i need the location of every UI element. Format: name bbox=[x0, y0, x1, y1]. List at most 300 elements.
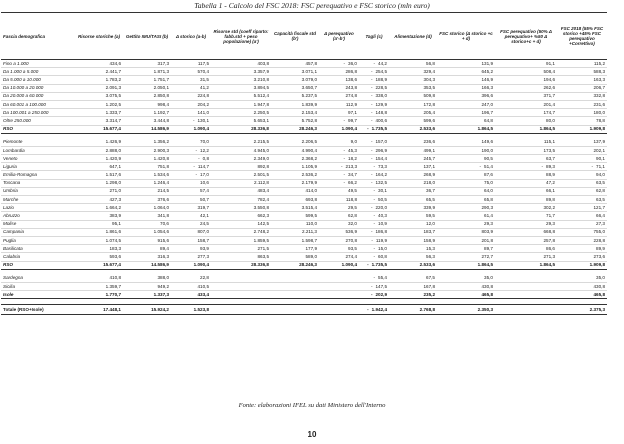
table-cell: 236,6 bbox=[389, 139, 437, 147]
table-cell: 115,2 bbox=[557, 60, 607, 68]
table-cell bbox=[495, 291, 557, 299]
table-cell: 286,8 bbox=[319, 68, 359, 76]
table-cell: 247,0 bbox=[437, 100, 495, 108]
table-cell: 1.598,7 bbox=[271, 236, 319, 244]
cell-value: 30,1 bbox=[378, 188, 387, 194]
table-cell: 194,6 bbox=[495, 76, 557, 84]
table-header bbox=[1, 13, 607, 60]
table-cell: 1.864,5 bbox=[495, 261, 557, 269]
table-cell bbox=[359, 155, 389, 163]
table-cell: 693,8 bbox=[271, 196, 319, 204]
table-cell: 1.839,9 bbox=[271, 100, 319, 108]
minus-sign: - bbox=[370, 147, 373, 153]
table-cell: 50,7 bbox=[171, 196, 211, 204]
cell-value: 119,9 bbox=[375, 237, 387, 243]
table-cell: 95,1 bbox=[75, 220, 123, 228]
cell-value: 50,5 bbox=[378, 196, 387, 202]
table-cell bbox=[271, 305, 319, 315]
table-cell: 1.064,0 bbox=[123, 204, 171, 212]
minus-sign: - bbox=[367, 306, 369, 312]
column-header: Δ perequativo (a'-b') bbox=[319, 13, 359, 60]
table-cell: 228,8 bbox=[557, 236, 607, 244]
table-cell bbox=[359, 84, 389, 92]
table-row bbox=[1, 68, 607, 76]
table-cell: 271,3 bbox=[495, 253, 557, 261]
table-cell bbox=[495, 163, 557, 171]
table-cell: 2.179,9 bbox=[271, 179, 319, 187]
table-cell: 274,4 bbox=[319, 253, 359, 261]
table-cell: 3.079,0 bbox=[271, 76, 319, 84]
table-row bbox=[1, 253, 607, 261]
table-cell bbox=[557, 163, 607, 171]
minus-sign: - bbox=[343, 180, 346, 186]
table-cell: 166,3 bbox=[437, 84, 495, 92]
table-cell: 949,2 bbox=[123, 282, 171, 290]
cell-value: 129,9 bbox=[375, 101, 387, 107]
table-cell: 142,5 bbox=[211, 220, 271, 228]
table-cell: 2.536,2 bbox=[271, 171, 319, 179]
table-cell bbox=[211, 305, 271, 315]
table-cell bbox=[359, 236, 389, 244]
table-cell bbox=[319, 60, 359, 68]
table-cell: 465,8 bbox=[437, 291, 495, 299]
table-cell: 1.864,5 bbox=[437, 261, 495, 269]
table-cell: 645,2 bbox=[437, 68, 495, 76]
table-cell: 647,1 bbox=[75, 163, 123, 171]
table-row bbox=[1, 84, 607, 92]
table-cell: 1.337,3 bbox=[123, 291, 171, 299]
table-cell: 1.090,4 bbox=[319, 125, 359, 133]
table-cell: 5.512,4 bbox=[211, 92, 271, 100]
table-cell: 22,8 bbox=[171, 275, 211, 283]
table-cell: 2.091,3 bbox=[75, 84, 123, 92]
table-cell: 3.650,7 bbox=[271, 84, 319, 92]
row-label: RSO bbox=[1, 261, 75, 269]
table-cell: 180,0 bbox=[557, 109, 607, 117]
table-cell bbox=[271, 282, 319, 290]
cell-value: 254,5 bbox=[375, 68, 387, 74]
table-cell: 89,7 bbox=[437, 245, 495, 253]
table-cell: 2.888,0 bbox=[75, 146, 123, 154]
cell-value: 213,3 bbox=[345, 163, 357, 169]
table-cell: 3.357,9 bbox=[211, 68, 271, 76]
table-cell: 4.945,0 bbox=[211, 146, 271, 154]
table-cell: 433,4 bbox=[171, 291, 211, 299]
table-cell: 915,6 bbox=[123, 236, 171, 244]
table-cell: 509,8 bbox=[389, 92, 437, 100]
table-cell: 599,6 bbox=[389, 117, 437, 125]
table-cell: 1.909,8 bbox=[557, 261, 607, 269]
table-cell: 167,8 bbox=[389, 282, 437, 290]
table-cell: 1.074,5 bbox=[75, 236, 123, 244]
table-cell bbox=[171, 155, 211, 163]
cell-value: 15,0 bbox=[378, 245, 387, 251]
table-cell: 353,5 bbox=[389, 84, 437, 92]
table-cell: 2.050,1 bbox=[123, 84, 171, 92]
cell-value: 99,7 bbox=[348, 117, 357, 123]
cell-value: 0,8 bbox=[202, 155, 209, 161]
minus-sign: - bbox=[343, 172, 346, 178]
table-cell: 3.210,8 bbox=[211, 76, 271, 84]
table-row bbox=[1, 282, 607, 290]
table-cell bbox=[359, 76, 389, 84]
cell-value: 202,9 bbox=[375, 291, 387, 297]
table-cell: 1.420,9 bbox=[75, 155, 123, 163]
table-cell: 70,6 bbox=[123, 220, 171, 228]
table-cell bbox=[171, 146, 211, 154]
table-cell: 158,9 bbox=[389, 236, 437, 244]
table-cell: 224,8 bbox=[171, 92, 211, 100]
table-cell: 410,5 bbox=[171, 282, 211, 290]
table-cell: 430,8 bbox=[437, 282, 495, 290]
table-cell: 65,8 bbox=[437, 196, 495, 204]
total-row bbox=[1, 261, 607, 269]
table-cell: 271,5 bbox=[211, 245, 271, 253]
cell-value: 220,0 bbox=[375, 204, 387, 210]
table-cell: 803,9 bbox=[437, 228, 495, 236]
table-cell: 15.924,2 bbox=[123, 305, 171, 315]
total-row bbox=[1, 291, 607, 299]
cell-value: 1.942,4 bbox=[371, 306, 387, 312]
table-row bbox=[1, 76, 607, 84]
row-label: Emilia-Romagna bbox=[1, 171, 75, 179]
table-cell bbox=[319, 171, 359, 179]
cell-value: 18,2 bbox=[348, 155, 357, 161]
table-cell bbox=[359, 109, 389, 117]
column-header: Gettito IMU/TASI (b) bbox=[123, 13, 171, 60]
table-cell bbox=[211, 291, 271, 299]
table-cell: 5.752,8 bbox=[271, 117, 319, 125]
table-cell: 61,4 bbox=[437, 212, 495, 220]
table-cell: 2.350,3 bbox=[437, 305, 495, 315]
table-cell: 2.215,5 bbox=[211, 139, 271, 147]
table-cell: 1.871,3 bbox=[123, 68, 171, 76]
column-header: Capacità fiscale std (b') bbox=[271, 13, 319, 60]
table-cell: 3.550,8 bbox=[211, 204, 271, 212]
table-cell: 1.359,7 bbox=[75, 282, 123, 290]
row-label: Toscana bbox=[1, 179, 75, 187]
table-cell: 316,3 bbox=[123, 253, 171, 261]
row-label: Marche bbox=[1, 196, 75, 204]
table-cell: 2.368,2 bbox=[271, 155, 319, 163]
row-label: Sicilia bbox=[1, 282, 75, 290]
cell-value: 60,8 bbox=[378, 253, 387, 259]
table-cell: 892,8 bbox=[211, 163, 271, 171]
minus-sign: - bbox=[198, 155, 200, 161]
table-cell: 173,5 bbox=[495, 146, 557, 154]
table-cell: 1.202,5 bbox=[75, 100, 123, 108]
table-cell: 80,0 bbox=[495, 117, 557, 125]
table-cell: 1.864,5 bbox=[495, 125, 557, 133]
minus-sign: - bbox=[192, 117, 195, 123]
table-cell: 89,8 bbox=[495, 196, 557, 204]
table-cell: 90,5 bbox=[437, 155, 495, 163]
table-cell: 1.090,4 bbox=[319, 261, 359, 269]
table-cell: 3.894,5 bbox=[211, 84, 271, 92]
table-cell: 1.090,4 bbox=[171, 125, 211, 133]
page-number: 10 bbox=[307, 430, 317, 439]
cell-value: 132,5 bbox=[375, 180, 387, 186]
table-cell: 1.420,8 bbox=[123, 155, 171, 163]
table-cell: 41,2 bbox=[171, 84, 211, 92]
table-cell: 36,7 bbox=[389, 187, 437, 195]
table-cell: 90,1 bbox=[557, 155, 607, 163]
table-cell: 272,7 bbox=[437, 253, 495, 261]
minus-sign: - bbox=[343, 60, 346, 66]
table-cell bbox=[359, 68, 389, 76]
table-cell: 317,3 bbox=[123, 60, 171, 68]
table-cell: 137,9 bbox=[557, 139, 607, 147]
table-cell: 262,6 bbox=[495, 84, 557, 92]
table-cell bbox=[359, 212, 389, 220]
table-cell: 371,7 bbox=[495, 92, 557, 100]
table-cell: 137,1 bbox=[389, 163, 437, 171]
table-cell: 28.246,3 bbox=[271, 261, 319, 269]
table-cell: 62,8 bbox=[557, 187, 607, 195]
table-cell: 71,7 bbox=[495, 212, 557, 220]
table-cell: 3.515,4 bbox=[271, 204, 319, 212]
cell-value: 186,8 bbox=[375, 229, 387, 235]
row-label: RSO bbox=[1, 125, 75, 133]
table-row bbox=[1, 155, 607, 163]
table-cell: 273,6 bbox=[557, 253, 607, 261]
table-cell: 998,4 bbox=[123, 100, 171, 108]
minus-sign: - bbox=[367, 262, 369, 268]
table-cell: 204,2 bbox=[171, 100, 211, 108]
table-cell bbox=[319, 305, 359, 315]
minus-sign: - bbox=[541, 163, 544, 169]
table-cell: 218,0 bbox=[389, 179, 437, 187]
table-cell: 27,3 bbox=[557, 220, 607, 228]
row-label: Da 100.001 a 250.000 bbox=[1, 109, 75, 117]
minus-sign: - bbox=[370, 172, 373, 178]
row-label: Liguria bbox=[1, 163, 75, 171]
minus-sign: - bbox=[479, 163, 482, 169]
table-cell: 15.677,4 bbox=[75, 125, 123, 133]
row-label: Da 60.001 a 100.000 bbox=[1, 100, 75, 108]
table-cell bbox=[359, 187, 389, 195]
table-cell: 118,8 bbox=[319, 196, 359, 204]
minus-sign: - bbox=[195, 172, 198, 178]
table-cell: 782,4 bbox=[211, 196, 271, 204]
minus-sign: - bbox=[373, 60, 376, 66]
table-cell: 86,6 bbox=[495, 245, 557, 253]
minus-sign: - bbox=[370, 101, 373, 107]
table-cell: 3.314,7 bbox=[75, 117, 123, 125]
table-cell bbox=[359, 60, 389, 68]
table-cell: 376,6 bbox=[123, 196, 171, 204]
minus-sign: - bbox=[367, 126, 369, 132]
table-cell: 414,0 bbox=[271, 187, 319, 195]
row-label: Molise bbox=[1, 220, 75, 228]
minus-sign: - bbox=[373, 213, 376, 219]
cell-value: 66,2 bbox=[348, 180, 357, 186]
row-label: Da 10.000 a 20.000 bbox=[1, 84, 75, 92]
table-cell: 70,0 bbox=[171, 139, 211, 147]
minus-sign: - bbox=[370, 85, 373, 91]
cell-value: 51,4 bbox=[484, 163, 493, 169]
minus-sign: - bbox=[195, 147, 198, 153]
minus-sign: - bbox=[370, 68, 373, 74]
table-cell: 483,4 bbox=[211, 187, 271, 195]
table-cell: 121,7 bbox=[557, 204, 607, 212]
table-cell: 588,3 bbox=[557, 68, 607, 76]
table-cell: 24,5 bbox=[171, 220, 211, 228]
minus-sign: - bbox=[343, 147, 346, 153]
table-cell: 2.900,3 bbox=[123, 146, 171, 154]
table-cell: 67,5 bbox=[389, 275, 437, 283]
table-row bbox=[1, 204, 607, 212]
table-title: Tabella 1 - Calcolo del FSC 2018: FSC perequativo e FSC storico (mln euro) bbox=[194, 1, 430, 10]
table-cell: 755,0 bbox=[557, 228, 607, 236]
table-cell: 183,7 bbox=[389, 228, 437, 236]
table-cell: 65,5 bbox=[389, 196, 437, 204]
table-cell: 668,8 bbox=[495, 228, 557, 236]
table-cell: 231,6 bbox=[557, 100, 607, 108]
table-cell: 2.349,0 bbox=[211, 155, 271, 163]
table-cell: 465,8 bbox=[557, 291, 607, 299]
cell-value: 17,0 bbox=[200, 172, 209, 178]
table-cell: 274,8 bbox=[319, 92, 359, 100]
table-cell: 89,4 bbox=[123, 245, 171, 253]
table-cell: 5.653,1 bbox=[211, 117, 271, 125]
table-cell: 319,7 bbox=[171, 204, 211, 212]
minus-sign: - bbox=[370, 229, 373, 235]
table-cell: 341,8 bbox=[123, 212, 171, 220]
table-cell: 75,0 bbox=[437, 179, 495, 187]
table-cell: 1.054,6 bbox=[123, 228, 171, 236]
table-cell: 12,0 bbox=[389, 220, 437, 228]
table-cell: 15.677,4 bbox=[75, 261, 123, 269]
table-cell: 177,9 bbox=[271, 245, 319, 253]
table-cell: 599,5 bbox=[271, 212, 319, 220]
table-cell: 201,4 bbox=[495, 100, 557, 108]
table-row bbox=[1, 171, 607, 179]
table-row bbox=[1, 236, 607, 244]
table-cell: 202,1 bbox=[557, 146, 607, 154]
table-cell: 141,0 bbox=[171, 109, 211, 117]
table-cell: 863,5 bbox=[211, 253, 271, 261]
table-cell: 115,1 bbox=[495, 139, 557, 147]
minus-sign: - bbox=[371, 237, 373, 243]
table-cell: 457,8 bbox=[271, 60, 319, 68]
table-cell bbox=[359, 146, 389, 154]
minus-sign: - bbox=[370, 93, 373, 99]
table-cell: 14.586,9 bbox=[123, 261, 171, 269]
row-label: Fino a 1.000 bbox=[1, 60, 75, 68]
cell-value: 147,5 bbox=[375, 283, 387, 289]
table-cell: 396,6 bbox=[437, 92, 495, 100]
table-cell: 339,9 bbox=[389, 204, 437, 212]
column-header: FSC 2018 (55% FSC storico +45% FSC perequativo +Correttivo) bbox=[557, 13, 607, 60]
table-cell: 94,0 bbox=[557, 171, 607, 179]
table-cell: 2.533,6 bbox=[389, 125, 437, 133]
row-label: Veneto bbox=[1, 155, 75, 163]
table-cell: 1.770,7 bbox=[75, 291, 123, 299]
table-row bbox=[1, 92, 607, 100]
table-cell: 2.153,4 bbox=[271, 109, 319, 117]
table-cell: 271,0 bbox=[75, 187, 123, 195]
table-cell bbox=[319, 146, 359, 154]
table-cell: 1.861,6 bbox=[75, 228, 123, 236]
table-cell: 88,9 bbox=[495, 171, 557, 179]
minus-sign: - bbox=[370, 180, 373, 186]
table-cell: 190,0 bbox=[437, 146, 495, 154]
row-label: Oltre 250.000 bbox=[1, 117, 75, 125]
table-cell bbox=[211, 282, 271, 290]
table-cell bbox=[359, 204, 389, 212]
table-cell: 201,8 bbox=[437, 236, 495, 244]
table-cell bbox=[319, 275, 359, 283]
cell-value: 164,2 bbox=[375, 172, 387, 178]
table-cell bbox=[359, 179, 389, 187]
table-cell: 536,9 bbox=[319, 228, 359, 236]
column-header: Risorse std (coeff riparto: fabb.std + peso popolazione) (a') bbox=[211, 13, 271, 60]
table-cell: 1.333,7 bbox=[75, 109, 123, 117]
table-cell: 10,6 bbox=[171, 179, 211, 187]
minus-sign: - bbox=[340, 163, 343, 169]
table-cell: 2.211,3 bbox=[271, 228, 319, 236]
table-cell: 28.336,8 bbox=[211, 125, 271, 133]
table-cell: 2.748,2 bbox=[211, 228, 271, 236]
table-cell bbox=[319, 179, 359, 187]
table-cell: 270,8 bbox=[319, 236, 359, 244]
table-row bbox=[1, 146, 607, 154]
table-row bbox=[1, 100, 607, 108]
table-cell: 277,3 bbox=[171, 253, 211, 261]
table-row bbox=[1, 275, 607, 283]
table-row bbox=[1, 179, 607, 187]
table-cell bbox=[319, 117, 359, 125]
table-cell: 3.444,8 bbox=[123, 117, 171, 125]
minus-sign: - bbox=[373, 221, 376, 227]
table-cell: 268,9 bbox=[389, 171, 437, 179]
table-cell: 183,3 bbox=[75, 245, 123, 253]
table-cell: 1.859,5 bbox=[211, 236, 271, 244]
table-cell: 89,9 bbox=[557, 245, 607, 253]
header-row bbox=[1, 13, 607, 60]
table-cell: 93,5 bbox=[319, 245, 359, 253]
table-cell: 63,7 bbox=[495, 155, 557, 163]
table-cell: 302,2 bbox=[495, 204, 557, 212]
cell-value: 45,3 bbox=[348, 147, 357, 153]
table-cell: 28.246,3 bbox=[271, 125, 319, 133]
row-label: Da 20.000 a 60.000 bbox=[1, 92, 75, 100]
table-cell: 49,5 bbox=[319, 187, 359, 195]
table-cell: 1.298,0 bbox=[75, 179, 123, 187]
cell-value: 338,0 bbox=[375, 93, 387, 99]
table-cell: 138,6 bbox=[319, 76, 359, 84]
table-row bbox=[1, 117, 607, 125]
table-cell: 42,1 bbox=[171, 212, 211, 220]
table-cell: 1.426,9 bbox=[75, 139, 123, 147]
table-cell bbox=[211, 275, 271, 283]
row-label: Campania bbox=[1, 228, 75, 236]
table-cell bbox=[437, 163, 495, 171]
table-cell bbox=[319, 155, 359, 163]
table-cell: 1.105,9 bbox=[271, 163, 319, 171]
table-cell: 117,5 bbox=[171, 60, 211, 68]
table-cell bbox=[319, 282, 359, 290]
table-cell: 15,3 bbox=[389, 245, 437, 253]
table-cell: 5.237,5 bbox=[271, 92, 319, 100]
table-cell: 93,9 bbox=[171, 245, 211, 253]
table-cell: 66,4 bbox=[557, 212, 607, 220]
table-cell bbox=[359, 228, 389, 236]
table-cell: 146,9 bbox=[437, 76, 495, 84]
table-body bbox=[1, 60, 607, 315]
table-cell: 57,4 bbox=[171, 187, 211, 195]
